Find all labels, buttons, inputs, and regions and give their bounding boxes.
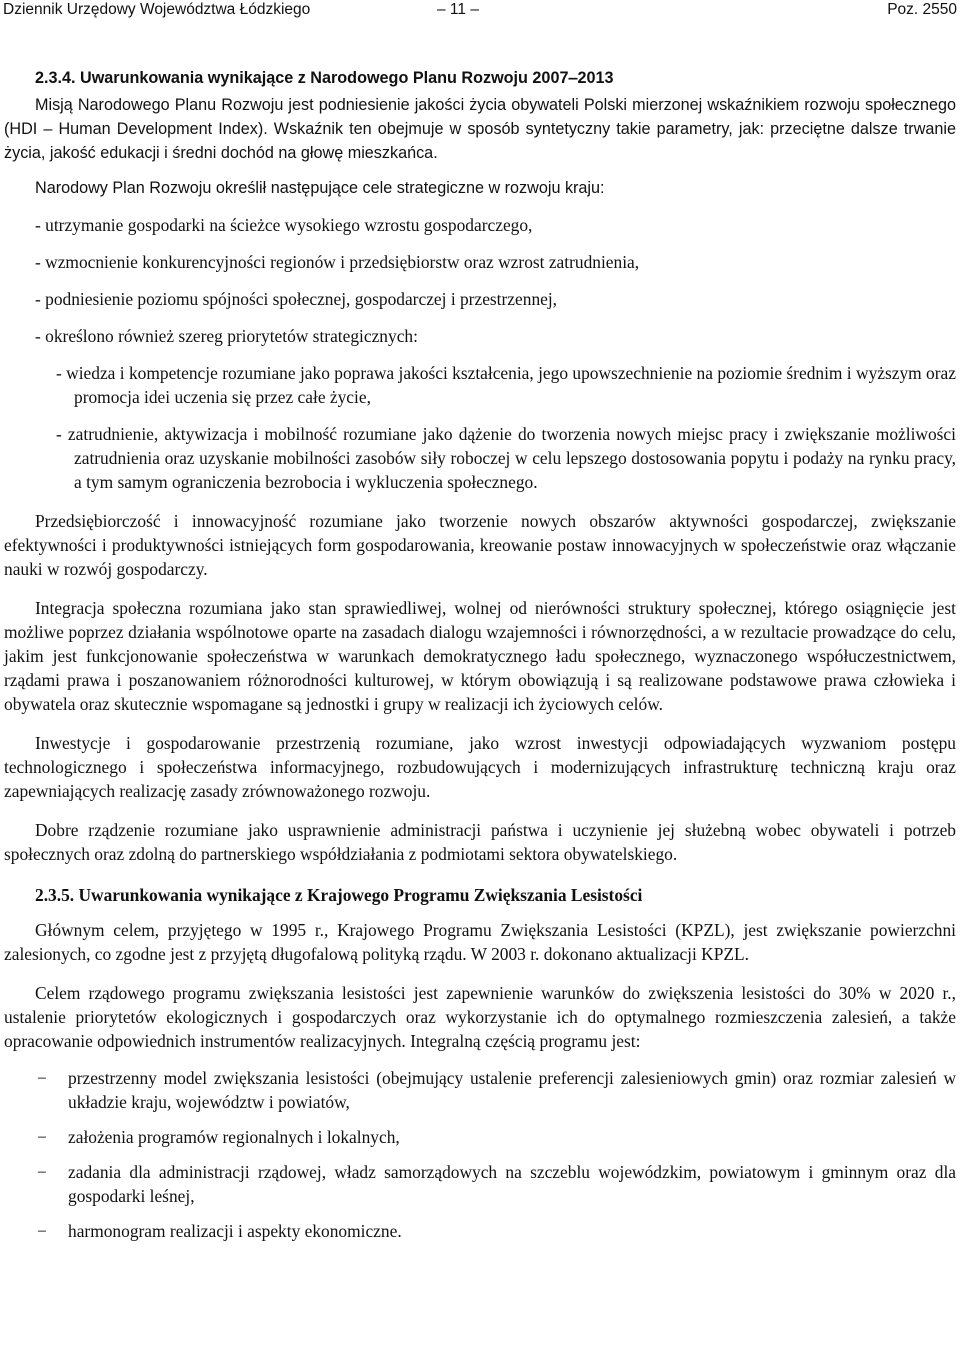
list-item: - zatrudnienie, aktywizacja i mobilność rozumiane jako dążenie do tworzenia nowych miejsc pracy i zwiększanie możliwości zatrudnienia oraz uzyskanie mobilności zasobów siły roboczej w celu lepszego dostosowania popytu i podaży na rynku pracy, a tym samym ograniczenia bezrobocia i wykluczenia społecznego. [56, 424, 956, 492]
list-item-text: przestrzenny model zwiększania lesistości (obejmujący ustalenie preferencji zalesieniowych gmin) oraz rozmiar zalesień w układzie kraju, województw i powiatów, [68, 1068, 956, 1112]
paragraph-mission: Misją Narodowego Planu Rozwoju jest podniesienie jakości życia obywateli Polski mierzonej wskaźnikiem rozwoju społecznego (HDI ‒ Human Development Index). Wskaźnik ten obejmuje w sposób syntetyczny takie parametry, jak: przeciętne dalsze trwanie życia, jakość edukacji i średni dochód na głowę mieszkańca. [4, 96, 956, 162]
paragraph-investment: Inwestycje i gospodarowanie przestrzenią rozumiane, jako wzrost inwestycji odpowiadających wyzwaniom postępu technologicznego i społeczeństwa informacyjnego, rozbudowujących i modernizujących infrastrukturę techniczną kraju oraz zapewniających realizację zasady zrównoważonego rozwoju. [4, 733, 956, 801]
section-heading-234: 2.3.4. Uwarunkowania wynikające z Narodowego Planu Rozwoju 2007‒2013 [35, 69, 614, 87]
paragraph-governance: Dobre rządzenie rozumiane jako usprawnienie administracji państwa i uczynienie jej służebną wobec obywateli i potrzeb społecznych oraz zdolną do partnerskiego współdziałania z podmiotami sektora obywatelskiego. [4, 820, 956, 864]
list-item-text: zadania dla administracji rządowej, władz samorządowych na szczeblu wojewódzkim, powiatowym i gminnym oraz dla gospodarki leśnej, [68, 1162, 956, 1206]
page-number: – 11 – [437, 1, 479, 18]
list-item: - określono również szereg priorytetów strategicznych: [35, 326, 418, 346]
dash-bullet: − [37, 1068, 47, 1088]
list-item [4, 1125, 956, 1149]
list-item: - podniesienie poziomu spójności społecznej, gospodarczej i przestrzennej, [35, 289, 558, 309]
dash-bullet: − [37, 1127, 47, 1147]
position-number: Poz. 2550 [887, 1, 957, 18]
list-item: - wiedza i kompetencje rozumiane jako poprawa jakości kształcenia, jego upowszechnienie na poziomie średnim i wyższym oraz promocja idei uczenia się przez całe życie, [56, 363, 956, 407]
paragraph-innovation: Przedsiębiorczość i innowacyjność rozumiane jako tworzenie nowych obszarów aktywności gospodarczej, zwiększanie efektywności i produktywności istniejących form gospodarowania, kreowanie postaw innowacyjnych w społeczeństwie oraz włączanie nauki w rozwój gospodarczy. [4, 511, 956, 579]
list-item: - utrzymanie gospodarki na ścieżce wysokiego wzrostu gospodarczego, [35, 215, 533, 235]
list-item [4, 1066, 956, 1114]
list-item-text: założenia programów regionalnych i lokalnych, [68, 1127, 400, 1147]
list-item [4, 1160, 956, 1208]
kpzl-components-list [4, 1066, 956, 1243]
strategic-goals-list [4, 213, 956, 348]
paragraph-integration: Integracja społeczna rozumiana jako stan sprawiedliwej, wolnej od nierówności struktury społecznej, którego osiągnięcie jest możliwe poprzez działania wspólnotowe oparte na zasadach dialogu wzajemności i równorzędności, a w rezultacie prowadzące do celu, jakim jest funkcjonowanie społeczeństwa w warunkach demokratycznego ładu społecznego, wyznaczonego współuczestnictwem, rządami prawa i poszanowaniem różnorodności kulturowej, w którym obowiązują i są realizowane podstawowe prawa człowieka i obywatela oraz skutecznie wspomagane są jednostki i grupy w realizacji ich życiowych celów. [4, 598, 956, 714]
dash-bullet: − [37, 1162, 47, 1182]
document-body [4, 66, 956, 1243]
dash-bullet: − [37, 1221, 47, 1241]
paragraph-kpzl-goal: Głównym celem, przyjętego w 1995 r., Krajowego Programu Zwiększania Lesistości (KPZL), jest zwiększanie powierzchni zalesionych, co zgodne jest z przyjętą długofalową polityką rządu. W 2003 r. dokonano aktualizacji KPZL. [4, 920, 956, 964]
list-item [4, 1219, 956, 1243]
paragraph-kpzl-aim: Celem rządowego programu zwiększania lesistości jest zapewnienie warunków do zwiększenia lesistości do 30% w 2020 r., ustalenie priorytetów ekologicznych i gospodarczych oraz wykorzystanie ich do optymalnego rozmieszczenia zalesień, a także opracowanie odpowiednich instrumentów realizacyjnych. Integralną częścią programu jest: [4, 983, 956, 1051]
page-header [3, 0, 957, 22]
list-item-text: harmonogram realizacji i aspekty ekonomiczne. [68, 1221, 402, 1241]
strategic-priorities-list [4, 361, 956, 494]
list-item: - wzmocnienie konkurencyjności regionów i przedsiębiorstw oraz wzrost zatrudnienia, [35, 252, 640, 272]
section-heading-235: 2.3.5. Uwarunkowania wynikające z Krajowego Programu Zwiększania Lesistości [35, 885, 643, 905]
paragraph-goals-intro: Narodowy Plan Rozwoju określił następujące cele strategiczne w rozwoju kraju: [35, 179, 605, 197]
journal-title: Dziennik Urzędowy Województwa Łódzkiego [3, 1, 311, 18]
